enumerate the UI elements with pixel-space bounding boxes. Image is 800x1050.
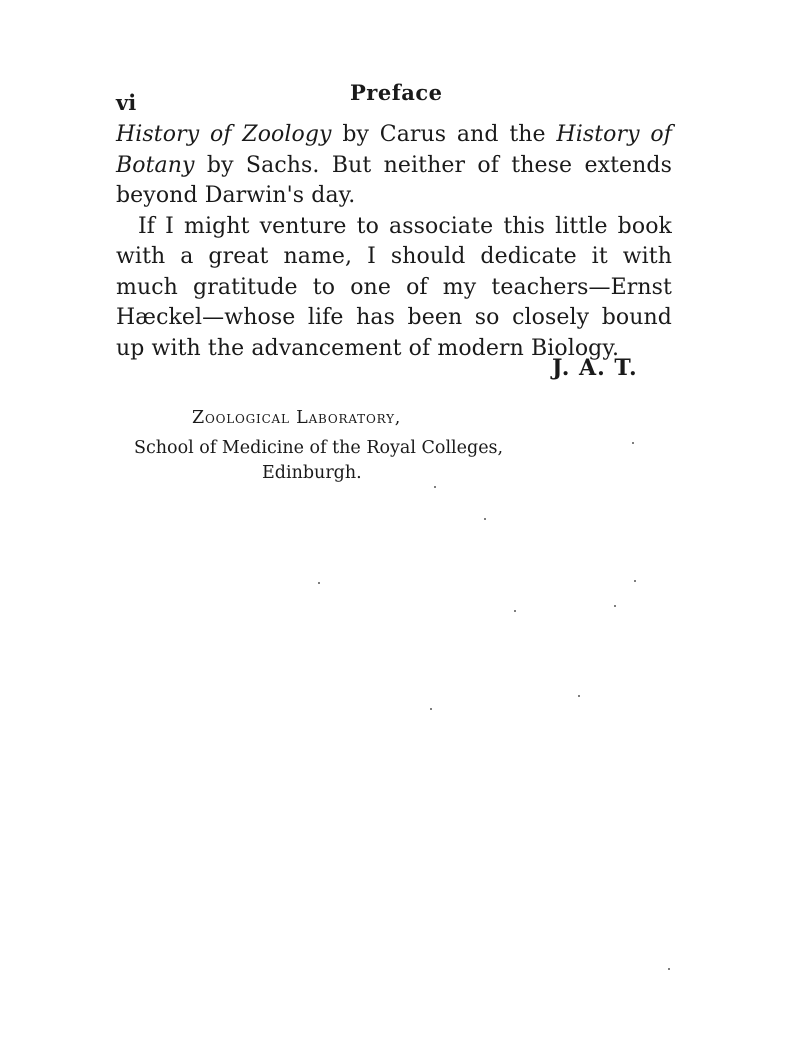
scan-speck bbox=[668, 968, 670, 970]
body-text bbox=[116, 120, 672, 364]
paragraph-1-text-b: by Sachs. But neither of these extends beyond Darwin's day. bbox=[116, 152, 672, 208]
paragraph-1-text-a: by Carus and the bbox=[331, 122, 557, 147]
signature: J. A. T. bbox=[552, 355, 638, 381]
paragraph-1 bbox=[116, 120, 672, 212]
scan-speck bbox=[514, 610, 516, 612]
scan-speck bbox=[634, 580, 636, 582]
scan-speck bbox=[430, 708, 432, 710]
address-line-laboratory: Zoological Laboratory, bbox=[192, 408, 402, 428]
running-head: Preface bbox=[350, 80, 443, 105]
scan-speck bbox=[434, 486, 436, 488]
scan-speck bbox=[578, 695, 580, 697]
page-number: vi bbox=[116, 90, 137, 115]
address-line-city: Edinburgh. bbox=[262, 463, 362, 483]
book-title-zoology: History of Zoology bbox=[116, 122, 332, 147]
address-line-school: School of Medicine of the Royal Colleges, bbox=[134, 438, 504, 458]
scan-speck bbox=[318, 582, 320, 584]
scan-speck bbox=[614, 605, 616, 607]
scan-speck bbox=[484, 518, 486, 520]
book-title-botany: History of Botany bbox=[116, 122, 672, 178]
paragraph-2: If I might venture to associate this little book with a great name, I should dedicate it with much gratitude to one of my teachers—Ernst Hæckel—whose life has been so closely bound up with the advancement of modern Biology. bbox=[116, 213, 672, 361]
scan-speck bbox=[632, 442, 634, 444]
